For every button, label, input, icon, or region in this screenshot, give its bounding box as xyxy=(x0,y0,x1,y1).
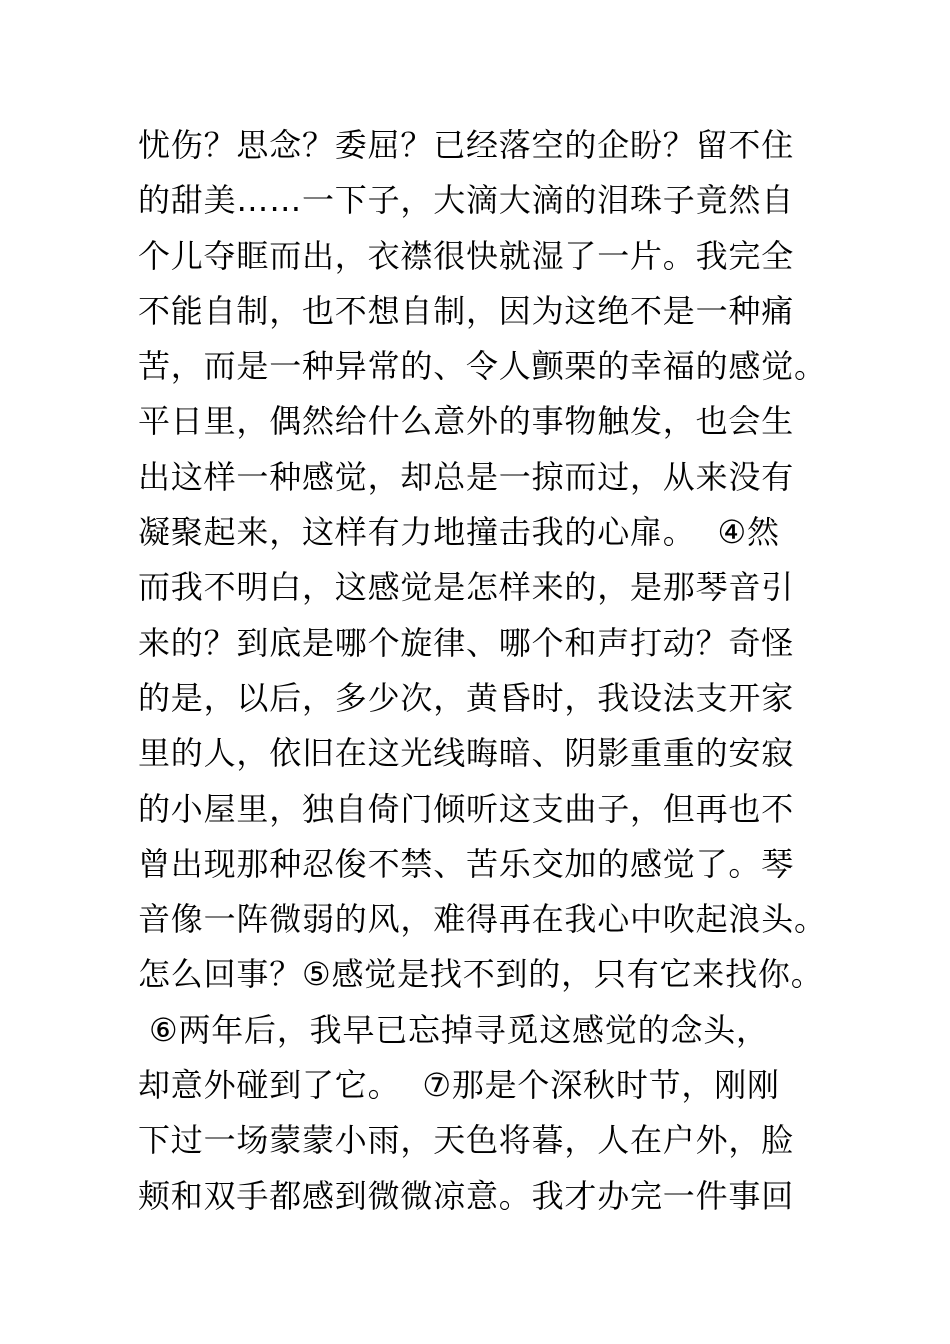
text-line-5: 苦，而是一种异常的、令人颤栗的幸福的感觉。 xyxy=(138,347,827,386)
text-line-10: 来的？到底是哪个旋律、哪个和声打动？奇怪 xyxy=(138,623,795,662)
text-line-4: 不能自制，也不想自制，因为这绝不是一种痛 xyxy=(138,291,795,330)
text-line-8: 凝聚起来，这样有力地撞击我的心扉。 ④然 xyxy=(138,513,780,552)
text-line-13: 的小屋里，独自倚门倾听这支曲子，但再也不 xyxy=(138,789,795,828)
text-line-15: 音像一阵微弱的风，难得再在我心中吹起浪头。 xyxy=(138,900,827,939)
text-line-6: 平日里，偶然给什么意外的事物触发，也会生 xyxy=(138,402,795,441)
text-line-9: 而我不明白，这感觉是怎样来的，是那琴音引 xyxy=(138,568,795,607)
text-line-16: 怎么回事？⑤感觉是找不到的，只有它来找你。 xyxy=(138,955,824,994)
text-line-12: 里的人，依旧在这光线晦暗、阴影重重的安寂 xyxy=(138,734,795,773)
text-line-20: 颊和双手都感到微微凉意。我才办完一件事回 xyxy=(138,1176,795,1215)
text-line-7: 出这样一种感觉，却总是一掠而过，从来没有 xyxy=(138,457,795,496)
text-line-14: 曾出现那种忍俊不禁、苦乐交加的感觉了。琴 xyxy=(138,844,795,883)
text-line-2: 的甜美……一下子，大滴大滴的泪珠子竟然自 xyxy=(138,181,795,220)
text-line-18: 却意外碰到了它。 ⑦那是个深秋时节，刚刚 xyxy=(138,1066,780,1105)
body-text xyxy=(138,118,938,1224)
text-line-19: 下过一场蒙蒙小雨，天色将暮，人在户外，脸 xyxy=(138,1121,795,1160)
text-line-11: 的是，以后，多少次，黄昏时，我设法支开家 xyxy=(138,678,795,717)
text-line-1: 忧伤？思念？委屈？已经落空的企盼？留不住 xyxy=(138,126,795,164)
text-line-3: 个儿夺眶而出，衣襟很快就湿了一片。我完全 xyxy=(138,236,795,275)
text-line-17: ⑥两年后，我早已忘掉寻觅这感觉的念头， xyxy=(138,1010,769,1049)
